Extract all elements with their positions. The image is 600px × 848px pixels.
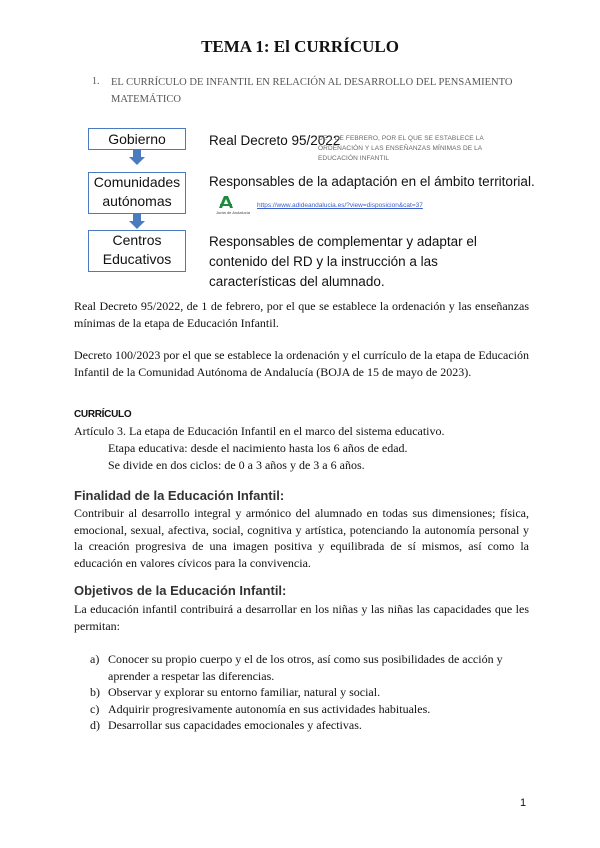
arrow-down-icon	[129, 157, 145, 165]
resp-ccaa: Responsables de la adaptación en el ámbito territorial.	[209, 174, 535, 189]
objetivos-heading: Objetivos de la Educación Infantil:	[74, 583, 287, 598]
box-gobierno: Gobierno	[88, 128, 186, 150]
section-title: EL CURRÍCULO DE INFANTIL EN RELACIÓN AL DESARROLLO DEL PENSAMIENTO MATEMÁTICO	[111, 77, 513, 105]
junta-andalucia-logo-icon	[216, 194, 250, 216]
logo-caption: Junta de Andalucía	[216, 210, 251, 215]
list-item: b) Observar y explorar su entorno familiar, natural y social.	[90, 685, 381, 699]
rd-small-caption: DE 1 DE FEBRERO, POR EL QUE SE ESTABLECE LA ORDENACIÓN Y LAS ENSEÑANZAS MÍNIMAS DE LA EDUCACIÓN INFANTIL	[318, 135, 484, 162]
paragraph-decreto: Decreto 100/2023 por el que se establece la ordenación y el currículo de la etapa de Educación Infantil de la Comunidad Autónoma de Andalucía (BOJA de 15 de mayo de 2023).	[74, 348, 529, 379]
rd-label: Real Decreto 95/2022	[209, 133, 341, 148]
adide-link[interactable]: https://www.adideandalucia.es/?view=disposicion&cat=37	[257, 202, 423, 209]
page-title: TEMA 1: El CURRÍCULO	[201, 37, 399, 56]
articulo-3: Artículo 3. La etapa de Educación Infantil en el marco del sistema educativo.	[74, 424, 445, 438]
resp-centros: Responsables de complementar y adaptar el contenido del RD y la instrucción a las características del alumnado.	[209, 234, 477, 289]
box-centros: Centros Educativos	[88, 230, 186, 272]
arrow-down-icon	[133, 149, 141, 157]
arrow-down-icon	[129, 221, 145, 229]
arrow-down-icon	[133, 213, 141, 221]
list-item: a) Conocer su propio cuerpo y el de los otros, así como sus posibilidades de acción y aprender a respetar las diferencias.	[90, 652, 503, 683]
finalidad-text: Contribuir al desarrollo integral y armónico del alumnado en todas sus dimensiones; física, emocional, sexual, afectiva, social, cognitiva y artística, potenciando la autonomía personal y la creación progresiva de una imagen positiva y equilibrada de sí mismos, así como la educación en valores cívicos para la convivencia.	[74, 506, 529, 570]
finalidad-heading: Finalidad de la Educación Infantil:	[74, 488, 285, 503]
paragraph-rd: Real Decreto 95/2022, de 1 de febrero, por el que se establece la ordenación y las enseñanzas mínimas de la etapa de Educación Infantil.	[74, 299, 529, 330]
box-comunidades: Comunidades autónomas	[88, 172, 186, 214]
etapa-item: Etapa educativa: desde el nacimiento hasta los 6 años de edad.	[108, 441, 408, 455]
objetivos-list	[90, 651, 530, 734]
section-number: 1.	[92, 76, 100, 87]
page-number: 1	[520, 797, 527, 809]
curriculo-heading: CURRÍCULO	[74, 409, 132, 420]
ciclos-item: Se divide en dos ciclos: de 0 a 3 años y de 3 a 6 años.	[108, 458, 365, 472]
list-item: c) Adquirir progresivamente autonomía en sus actividades habituales.	[90, 701, 431, 716]
objetivos-intro: La educación infantil contribuirá a desarrollar en los niñas y las niñas las capacidades que les permitan:	[74, 602, 529, 633]
list-item: d) Desarrollar sus capacidades emocionales y afectivas.	[90, 718, 362, 732]
